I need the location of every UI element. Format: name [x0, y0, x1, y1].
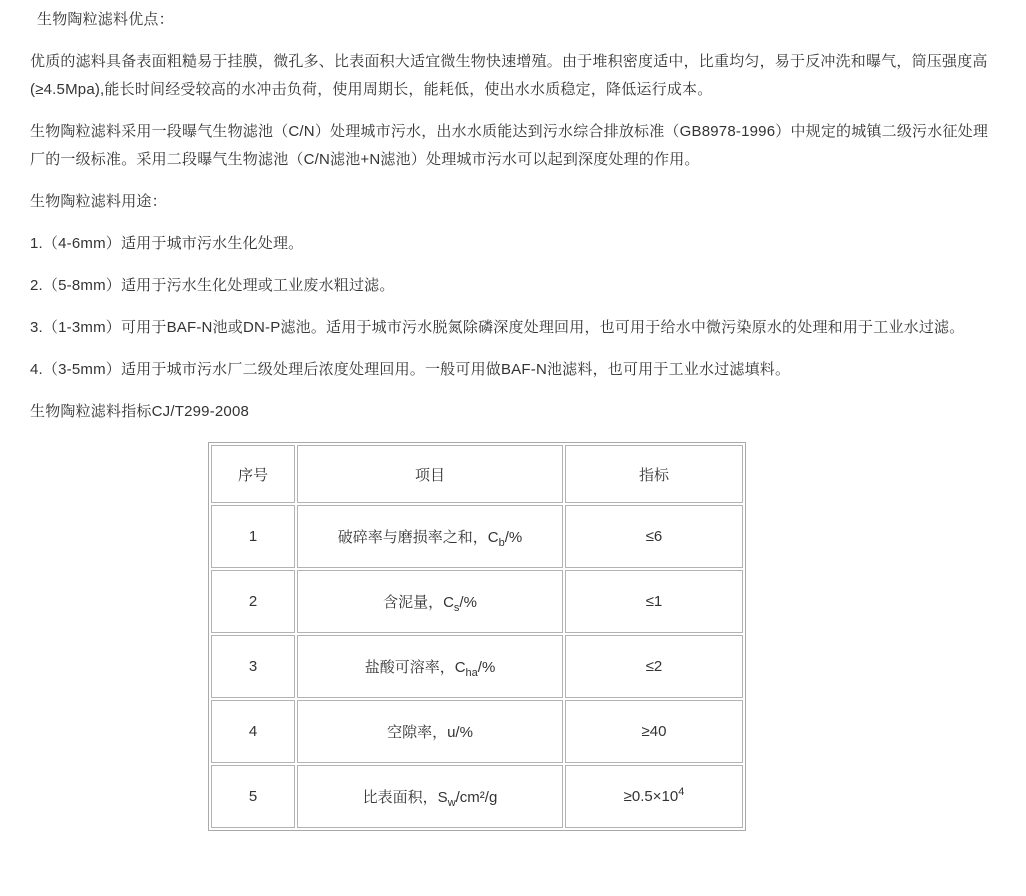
table-row [211, 765, 743, 828]
spec-table-header-row [211, 445, 743, 503]
indicator-superscript: 4 [678, 786, 685, 798]
table-row [211, 505, 743, 568]
item-unit: /% [459, 594, 477, 611]
spec-table-header-indicator: 指标 [565, 445, 743, 503]
spec-row-indicator [565, 700, 743, 763]
spec-row-no: 5 [211, 765, 295, 828]
table-row [211, 700, 743, 763]
spec-row-item [297, 765, 563, 828]
indicator-text: ≤6 [645, 528, 663, 545]
spec-row-no: 3 [211, 635, 295, 698]
spec-row-indicator [565, 505, 743, 568]
table-row [211, 570, 743, 633]
indicator-text: ≥0.5×10 [623, 788, 679, 805]
item-subscript: b [498, 537, 505, 549]
item-text: 破碎率与磨损率之和，C [337, 529, 499, 546]
spec-heading: 生物陶粒滤料指标CJ/T299-2008 [30, 403, 250, 420]
item-text: 空隙率，u/% [387, 724, 473, 741]
spec-table-header-no: 序号 [211, 445, 295, 503]
item-text: 比表面积，S [362, 789, 448, 806]
spec-table-header-item: 项目 [297, 445, 563, 503]
spec-row-item [297, 570, 563, 633]
spec-row-item [297, 700, 563, 763]
spec-row-item [297, 635, 563, 698]
spec-row-indicator [565, 765, 743, 828]
spec-row-no: 4 [211, 700, 295, 763]
spec-row-indicator [565, 635, 743, 698]
item-unit: /% [477, 659, 496, 676]
indicator-text: ≤1 [645, 593, 663, 610]
indicator-text: ≥40 [641, 723, 667, 740]
item-text: 含泥量，C [383, 594, 454, 611]
advantages-heading: 生物陶粒滤料优点： [37, 11, 174, 28]
use-item-1: 1.（4-6mm）适用于城市污水生化处理。 [30, 235, 304, 252]
spec-table [208, 442, 746, 831]
use-item-4: 4.（3-5mm）适用于城市污水厂二级处理后浓度处理回用。一般可用做BAF-N池滤料，也可用于工业水过滤填料。 [30, 361, 791, 378]
item-subscript: w [447, 797, 456, 809]
item-subscript: s [453, 602, 460, 614]
uses-heading: 生物陶粒滤料用途： [30, 193, 167, 210]
item-text: 盐酸可溶率，C [364, 659, 466, 676]
spec-row-item [297, 505, 563, 568]
spec-row-no: 2 [211, 570, 295, 633]
use-item-3: 3.（1-3mm）可用于BAF-N池或DN-P滤池。适用于城市污水脱氮除磷深度处理回用，也可用于给水中微污染原水的处理和用于工业水过滤。 [30, 319, 965, 336]
spec-row-indicator [565, 570, 743, 633]
advantages-paragraph: 优质的滤料具备表面粗糙易于挂膜，微孔多、比表面积大适宜微生物快速增殖。由于堆积密度适中，比重均匀，易于反冲洗和曝气，筒压强度高(≥4.5Mpa),能长时间经受较高的水冲击负荷，使用周期长，能耗低，使出水水质稳定，降低运行成本。 [30, 53, 988, 98]
item-unit: /% [504, 529, 523, 546]
table-row [211, 635, 743, 698]
treatment-paragraph: 生物陶粒滤料采用一段曝气生物滤池（C/N）处理城市污水，出水水质能达到污水综合排放标准（GB8978-1996）中规定的城镇二级污水征处理厂的一级标准。采用二段曝气生物滤池（C/N滤池+N滤池）处理城市污水可以起到深度处理的作用。 [30, 123, 989, 168]
spec-row-no: 1 [211, 505, 295, 568]
item-unit: /cm²/g [455, 789, 498, 806]
use-item-2: 2.（5-8mm）适用于污水生化处理或工业废水粗过滤。 [30, 277, 395, 294]
indicator-text: ≤2 [645, 658, 663, 675]
item-subscript: ha [465, 667, 478, 679]
